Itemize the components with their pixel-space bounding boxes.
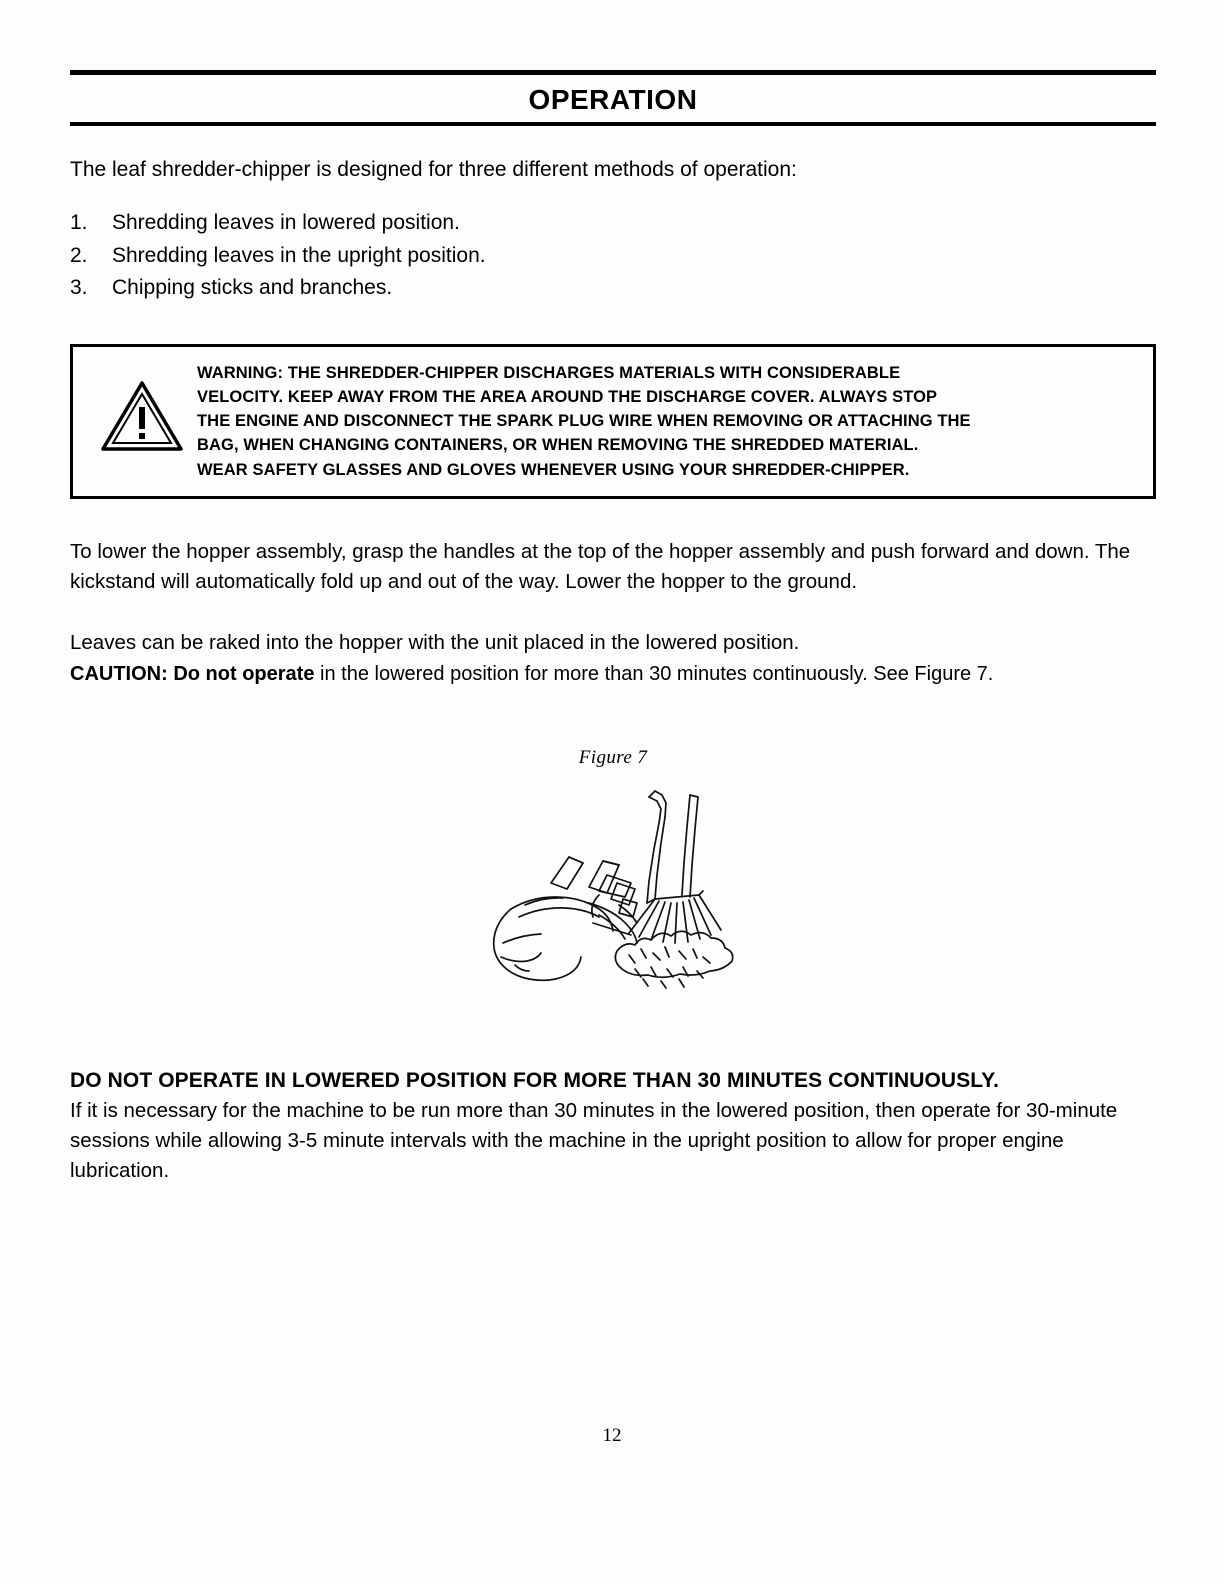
lowering-instructions-paragraph: To lower the hopper assembly, grasp the handles at the top of the hopper assembly and push forward and down. The kickstand will automatically fold up and out of the way. Lower the hopper to the ground.: [70, 539, 1131, 593]
warning-line: THE ENGINE AND DISCONNECT THE SPARK PLUG WIRE WHEN REMOVING OR ATTACHING THE: [197, 412, 971, 431]
warning-line: WEAR SAFETY GLASSES AND GLOVES WHENEVER USING YOUR SHREDDER-CHIPPER.: [197, 460, 910, 479]
warning-line: VELOCITY. KEEP AWAY FROM THE AREA AROUND THE DISCHARGE COVER. ALWAYS STOP: [197, 387, 938, 406]
list-item: [70, 273, 1156, 303]
figure-block: [70, 747, 1156, 1023]
list-item-text: Shredding leaves in lowered position.: [112, 211, 460, 235]
caution-line: [70, 660, 1156, 689]
list-item-text: Chipping sticks and branches.: [112, 276, 393, 300]
list-item-number: 1.: [70, 211, 88, 235]
caution-bold-text: Do not operate: [173, 663, 315, 686]
bottom-block: [70, 1069, 1156, 1185]
methods-list: [70, 208, 1156, 303]
list-item: [70, 208, 1156, 238]
caution-rest-text: in the lowered position for more than 30 minutes continuously. See Figure 7.: [320, 663, 994, 686]
page-number: 12: [602, 1425, 622, 1446]
header-rule-bottom: [70, 122, 1156, 126]
list-item: [70, 241, 1156, 271]
list-item-number: 2.: [70, 243, 88, 267]
warning-text: [197, 361, 971, 482]
warning-line: BAG, WHEN CHANGING CONTAINERS, OR WHEN REMOVING THE SHREDDED MATERIAL.: [197, 436, 919, 455]
bottom-paragraph: If it is necessary for the machine to be run more than 30 minutes in the lowered position, then operate for 30-minute sessions while allowing 3-5 minute intervals with the machine in the upright position to allow for proper engine lubrication.: [70, 1099, 1118, 1182]
list-item-number: 3.: [70, 276, 88, 300]
caution-label: CAUTION:: [70, 663, 168, 686]
list-item-text: Shredding leaves in the upright position.: [112, 243, 486, 267]
figure-illustration: [70, 783, 1156, 1023]
page-content: [70, 70, 1156, 1185]
intro-paragraph: The leaf shredder-chipper is designed for three different methods of operation:: [70, 158, 797, 181]
page-title: OPERATION: [528, 84, 698, 115]
warning-triangle-icon: [87, 361, 197, 453]
figure-caption: Figure 7: [578, 747, 648, 769]
raking-paragraph: Leaves can be raked into the hopper with the unit placed in the lowered position.: [70, 631, 800, 655]
bottom-heading: DO NOT OPERATE IN LOWERED POSITION FOR MORE THAN 30 MINUTES CONTINUOUSLY.: [70, 1069, 1000, 1093]
warning-line: WARNING: THE SHREDDER-CHIPPER DISCHARGES MATERIALS WITH CONSIDERABLE: [197, 363, 901, 382]
warning-box: [70, 344, 1156, 499]
